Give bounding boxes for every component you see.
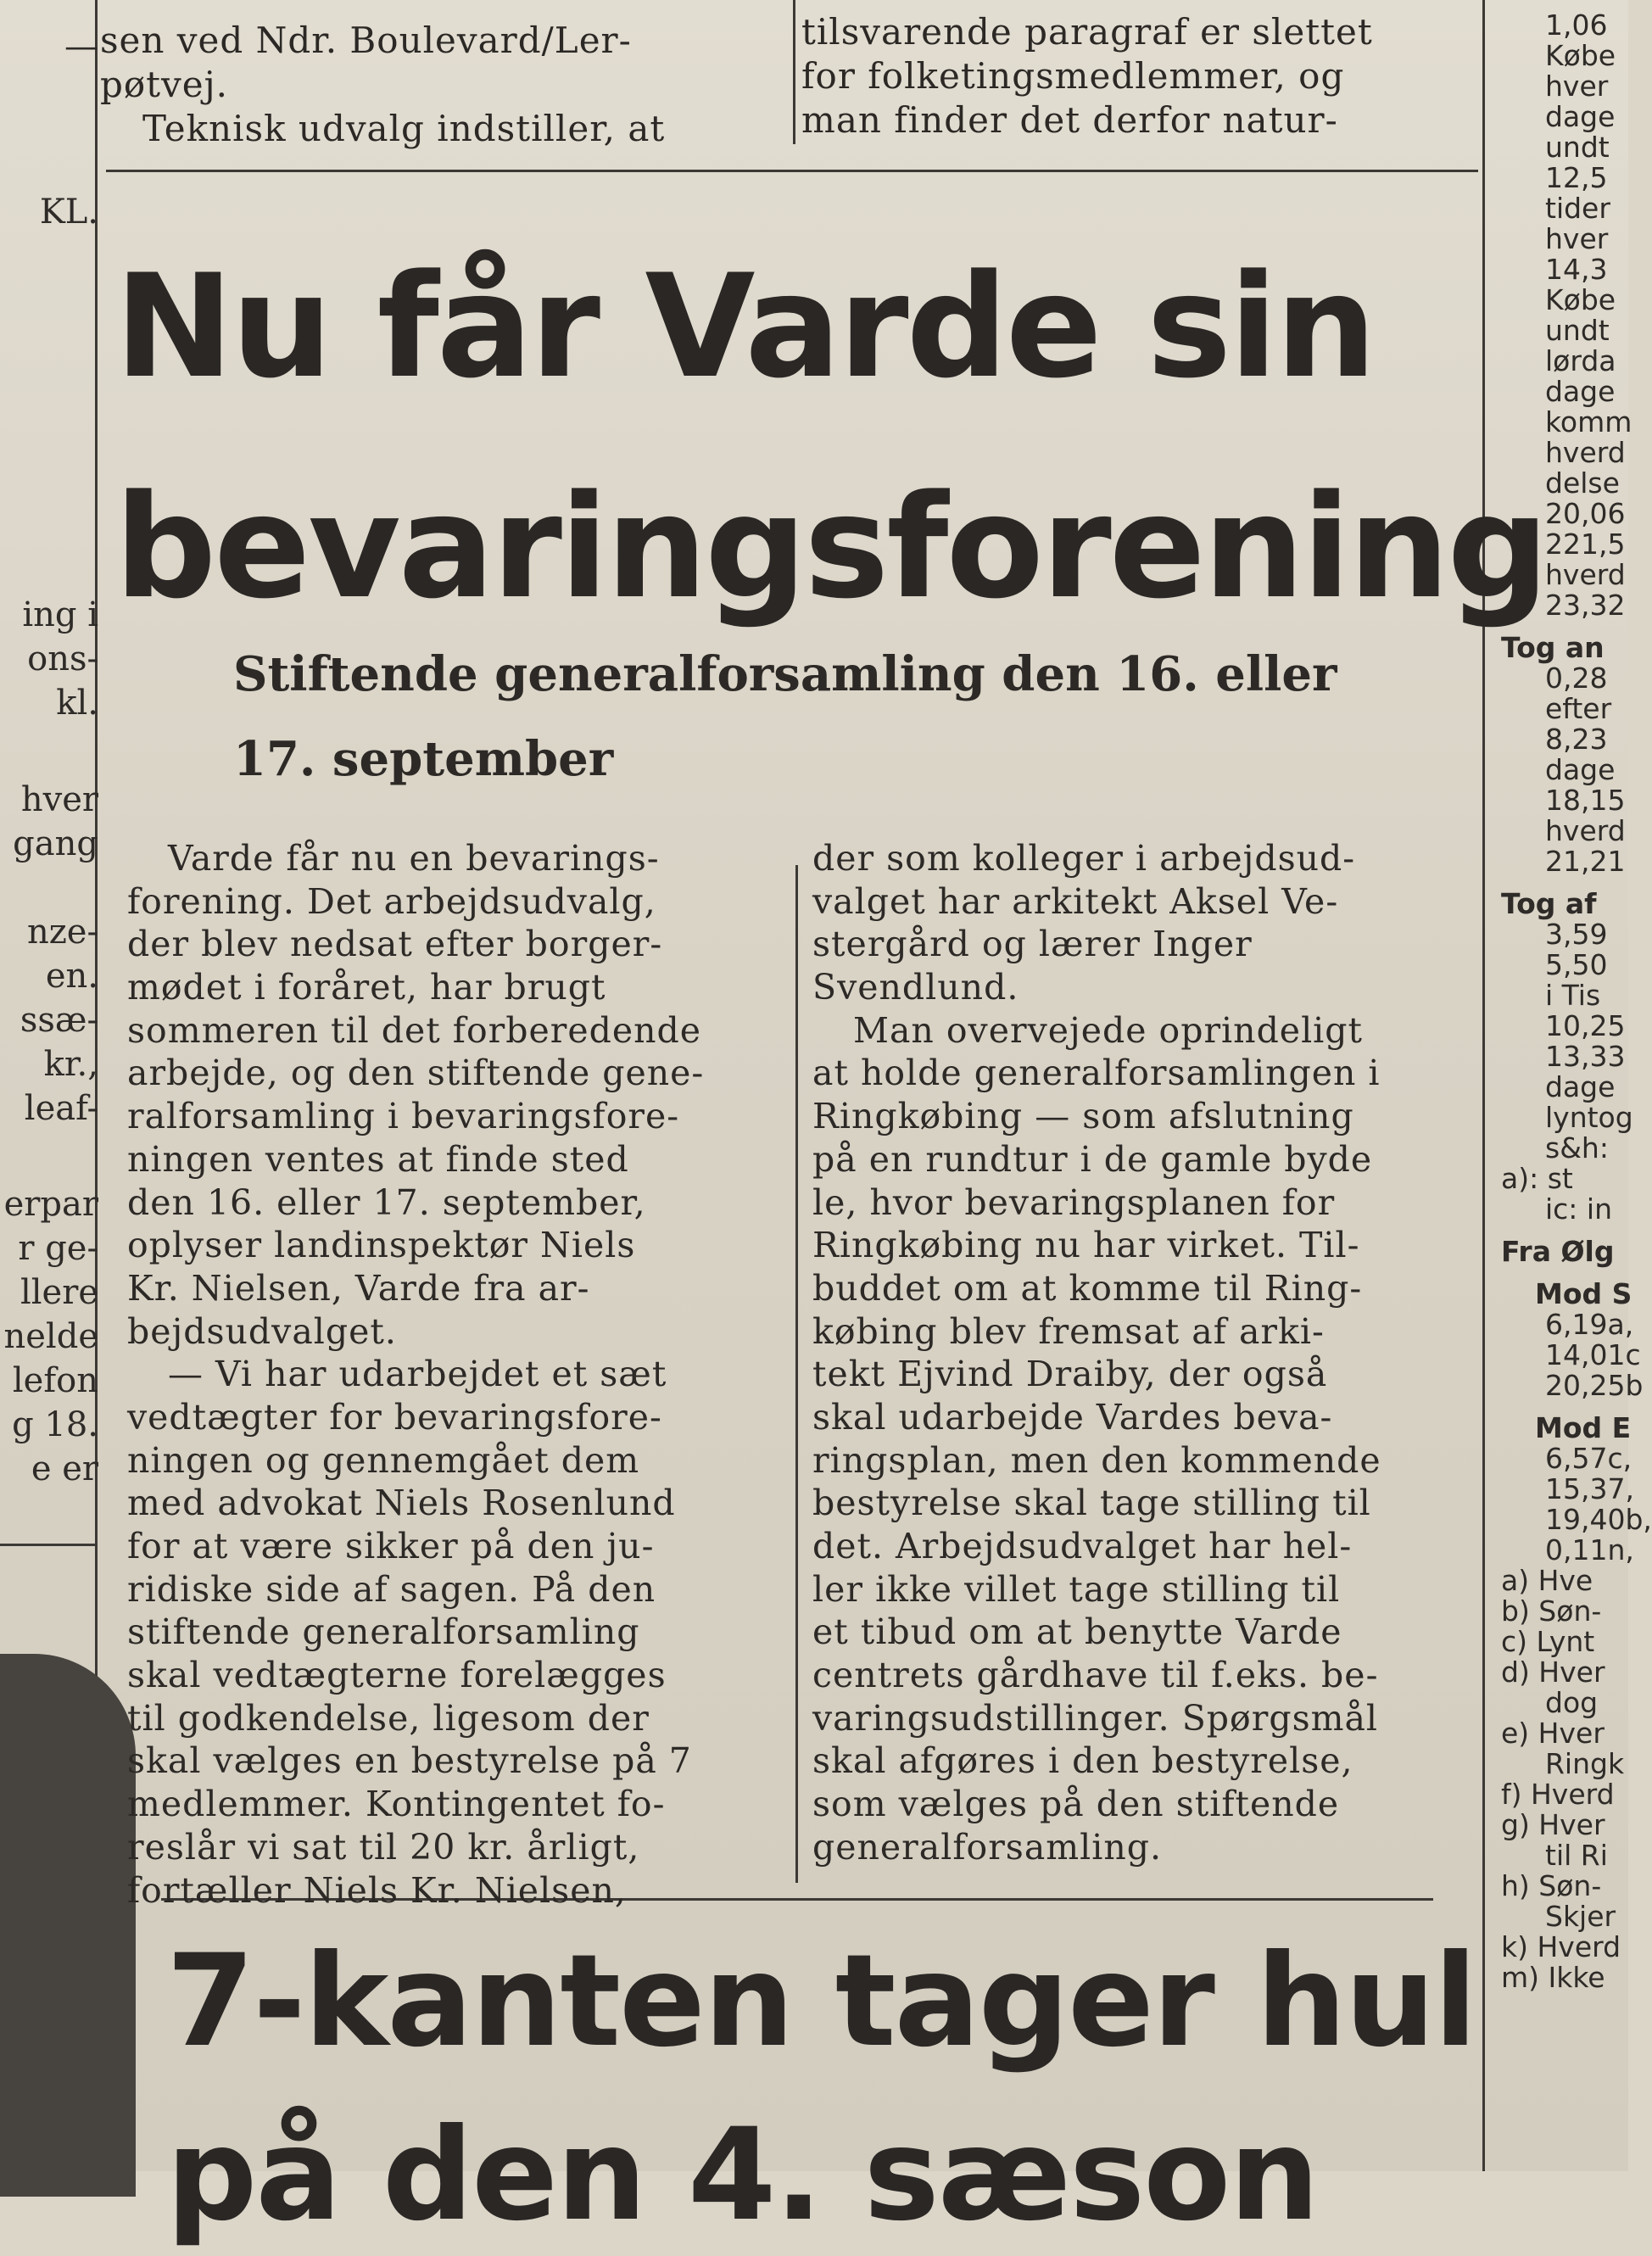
body-line: generalforsamling.	[812, 1826, 1163, 1868]
body-line: Svendlund.	[812, 967, 1019, 1008]
body-line: den 16. eller 17. september,	[127, 1181, 646, 1223]
margin-line: 15,37,	[1545, 1472, 1634, 1505]
body-line: skal udarbejde Vardes beva-	[812, 1396, 1333, 1438]
article-subheading	[233, 632, 1454, 801]
body-line: Ringkøbing — som afslutning	[812, 1096, 1354, 1137]
fragment-line: for folketingsmedlemmer, og	[801, 55, 1345, 97]
margin-line: —	[64, 27, 98, 66]
body-line: skal vælges en bestyrelse på 7	[127, 1740, 692, 1782]
right-margin-column	[1501, 0, 1652, 2171]
body-line: bestyrelse skal tage stilling til	[812, 1483, 1371, 1524]
article-headline	[114, 212, 1547, 662]
margin-line: nze-	[26, 913, 98, 952]
margin-line: h) Søn-	[1501, 1869, 1602, 1902]
margin-line: 6,19a,	[1545, 1308, 1634, 1341]
body-line: det. Arbejdsudvalget har hel-	[812, 1526, 1353, 1566]
body-line: ralforsamling i bevaringsfore-	[127, 1096, 680, 1137]
margin-line: llere	[20, 1273, 98, 1312]
margin-line: b) Søn-	[1501, 1594, 1602, 1628]
body-line: vedtægter for bevaringsfore-	[127, 1396, 662, 1438]
margin-line: 20,06	[1545, 497, 1626, 530]
margin-line: 0,11n,	[1545, 1533, 1634, 1566]
margin-line: dog	[1545, 1686, 1599, 1719]
body-line: tekt Ejvind Draiby, der også	[812, 1354, 1328, 1395]
margin-line: lørda	[1545, 344, 1616, 377]
margin-line: e) Hver	[1501, 1717, 1605, 1750]
next-article-headline-line-2: på den 4. sæson	[166, 2102, 1319, 2249]
subheading-line-2: 17. september	[233, 731, 614, 787]
left-margin-column	[0, 0, 100, 2171]
margin-line: KL.	[39, 193, 98, 232]
margin-line: Købe	[1545, 39, 1616, 72]
margin-line: delse	[1545, 466, 1620, 500]
body-line: ler ikke villet tage stilling til	[812, 1568, 1341, 1610]
body-line: bejdsudvalget.	[127, 1310, 397, 1352]
margin-line: 1,06	[1545, 8, 1608, 42]
margin-line: hverd	[1545, 558, 1626, 591]
margin-line: ons-	[27, 639, 98, 678]
body-line: ningen og gennemgået dem	[127, 1439, 640, 1481]
body-line: ningen ventes at finde sted	[127, 1138, 629, 1180]
margin-line: ssæ-	[20, 1001, 98, 1040]
fragment-line: Teknisk udvalg indstiller, at	[142, 108, 666, 149]
body-line: centrets gårdhave til f.eks. be-	[812, 1655, 1379, 1696]
margin-line: dage	[1545, 100, 1616, 133]
body-line: mødet i foråret, har brugt	[127, 967, 606, 1008]
margin-line: 13,33	[1545, 1040, 1626, 1073]
body-line: skal afgøres i den bestyrelse,	[812, 1740, 1353, 1782]
article-body-column-2	[812, 837, 1465, 1869]
body-line: på en rundtur i de gamle byde	[812, 1138, 1373, 1180]
margin-line: Skjer	[1545, 1900, 1616, 1933]
photo-fragment	[0, 1654, 136, 2197]
body-line: valget har arkitekt Aksel Ve-	[812, 880, 1339, 922]
margin-line: lefon	[12, 1361, 98, 1400]
margin-line: Købe	[1545, 283, 1616, 316]
margin-line: 20,25b	[1545, 1369, 1644, 1402]
margin-line: g 18.	[12, 1405, 98, 1444]
margin-line: Mod E	[1535, 1411, 1632, 1444]
body-line: at holde generalforsamlingen i	[812, 1053, 1381, 1094]
margin-line: Ringk	[1545, 1747, 1625, 1780]
fragment-line: tilsvarende paragraf er slettet	[801, 11, 1373, 53]
body-line: ridiske side af sagen. På den	[127, 1568, 656, 1610]
subheading-line-1: Stiftende generalforsamling den 16. eller	[233, 646, 1337, 702]
body-line: til godkendelse, ligesom der	[127, 1697, 650, 1739]
body-line: for at være sikker på den ju-	[127, 1526, 655, 1566]
body-line: købing blev fremsat af arki-	[812, 1310, 1325, 1352]
margin-line: dage	[1545, 753, 1616, 786]
body-line: Kr. Nielsen, Varde fra ar-	[127, 1267, 590, 1309]
margin-line: erpar	[3, 1185, 98, 1224]
margin-line: kr.,	[43, 1045, 98, 1084]
margin-line: 221,5	[1545, 528, 1626, 561]
body-line: et tibud om at benytte Varde	[812, 1611, 1342, 1653]
article-top-rule	[106, 170, 1478, 172]
margin-line: 23,32	[1545, 589, 1626, 622]
body-line: der blev nedsat efter borger-	[127, 924, 663, 965]
margin-line: k) Hverd	[1501, 1930, 1621, 1963]
margin-line: 12,5	[1545, 161, 1608, 194]
body-line: Ringkøbing nu har virket. Til-	[812, 1225, 1360, 1266]
margin-line: Mod S	[1535, 1277, 1632, 1310]
body-line: le, hvor bevaringsplanen for	[812, 1181, 1336, 1223]
body-line: arbejde, og den stiftende gene-	[127, 1053, 705, 1094]
margin-line: Tog an	[1501, 631, 1605, 664]
margin-line: 5,50	[1545, 948, 1608, 981]
margin-line: a) Hve	[1501, 1564, 1593, 1597]
margin-line: en.	[45, 957, 98, 996]
body-line: medlemmer. Kontingentet fo-	[127, 1784, 666, 1825]
next-article-headline: 7-kanten tager hul	[166, 1928, 1476, 2075]
body-line: — Vi har udarbejdet et sæt	[168, 1354, 667, 1395]
margin-line: gang	[13, 824, 98, 863]
margin-line: 10,25	[1545, 1009, 1626, 1042]
margin-line: f) Hverd	[1501, 1778, 1615, 1811]
body-line: fortæller Niels Kr. Nielsen,	[127, 1869, 627, 1911]
margin-line: leaf-	[24, 1089, 98, 1128]
margin-line: m) Ikke	[1501, 1961, 1605, 1994]
margin-line: r ge-	[18, 1229, 98, 1268]
margin-line: 19,40b,	[1545, 1503, 1652, 1536]
top-fragment-right	[801, 10, 1373, 142]
body-line: stergård og lærer Inger	[812, 924, 1253, 965]
margin-line: tider	[1545, 192, 1610, 225]
body-line: stiftende generalforsamling	[127, 1611, 640, 1653]
margin-line: 21,21	[1545, 845, 1626, 878]
body-line: forening. Det arbejdsudvalg,	[127, 880, 656, 922]
body-line: sommeren til det forberedende	[127, 1009, 702, 1051]
margin-line: 8,23	[1545, 723, 1608, 756]
margin-line: lyntog	[1545, 1101, 1633, 1134]
margin-line: ing i	[22, 595, 98, 634]
margin-line: 0,28	[1545, 662, 1608, 695]
body-line: Man overvejede oprindeligt	[853, 1009, 1364, 1051]
margin-line: e er	[31, 1449, 98, 1488]
margin-line: dage	[1545, 375, 1616, 408]
margin-line: Tog af	[1501, 887, 1597, 920]
margin-line: nelde	[3, 1317, 98, 1356]
article-body-column-1	[127, 837, 780, 1912]
margin-line: c) Lynt	[1501, 1625, 1595, 1658]
top-fragment-left	[100, 19, 665, 151]
margin-line: g) Hver	[1501, 1808, 1605, 1841]
margin-line: a): st	[1501, 1162, 1573, 1195]
margin-line: efter	[1545, 692, 1612, 725]
column-rule-top	[793, 0, 795, 144]
fragment-line: man finder det derfor natur-	[801, 99, 1338, 141]
margin-line: hverd	[1545, 814, 1626, 847]
body-line: buddet om at komme til Ring-	[812, 1267, 1363, 1309]
margin-line: hver	[20, 780, 98, 819]
body-line: Varde får nu en bevarings-	[168, 838, 660, 879]
headline-line-1: Nu får Varde sin	[114, 243, 1375, 410]
body-line: skal vedtægterne forelægges	[127, 1655, 667, 1696]
body-line: ringsplan, men den kommende	[812, 1439, 1381, 1481]
margin-line: undt	[1545, 314, 1610, 347]
body-line: varingsudstillinger. Spørgsmål	[812, 1697, 1379, 1739]
body-line: der som kolleger i arbejdsud-	[812, 838, 1356, 879]
margin-line: hver	[1545, 70, 1609, 103]
margin-line: Fra Ølg	[1501, 1235, 1615, 1268]
margin-line: komm	[1545, 405, 1632, 438]
margin-line: undt	[1545, 131, 1610, 164]
margin-line: ic: in	[1545, 1192, 1613, 1226]
margin-line: dage	[1545, 1070, 1616, 1103]
body-line: med advokat Niels Rosenlund	[127, 1483, 676, 1524]
margin-line: 3,59	[1545, 918, 1608, 951]
margin-line: 14,01c	[1545, 1338, 1641, 1371]
margin-line: 6,57c,	[1545, 1442, 1632, 1475]
body-column-rule	[795, 865, 798, 1883]
margin-line: 14,3	[1545, 253, 1608, 286]
margin-line: s&h:	[1545, 1131, 1609, 1164]
margin-line: i Tis	[1545, 979, 1601, 1012]
fragment-line: pøtvej.	[100, 64, 229, 105]
margin-line: hver	[1545, 222, 1609, 255]
body-line: som vælges på den stiftende	[812, 1784, 1340, 1825]
margin-line: 18,15	[1545, 784, 1626, 817]
fragment-line: sen ved Ndr. Boulevard/Ler-	[100, 20, 632, 61]
headline-line-2: bevaringsforening	[114, 464, 1547, 630]
margin-line: til Ri	[1545, 1839, 1608, 1872]
body-line: oplyser landinspektør Niels	[127, 1225, 636, 1266]
margin-line: d) Hver	[1501, 1656, 1605, 1689]
margin-line: hverd	[1545, 436, 1626, 469]
margin-line: kl.	[56, 684, 98, 723]
body-line: reslår vi sat til 20 kr. årligt,	[127, 1826, 640, 1868]
